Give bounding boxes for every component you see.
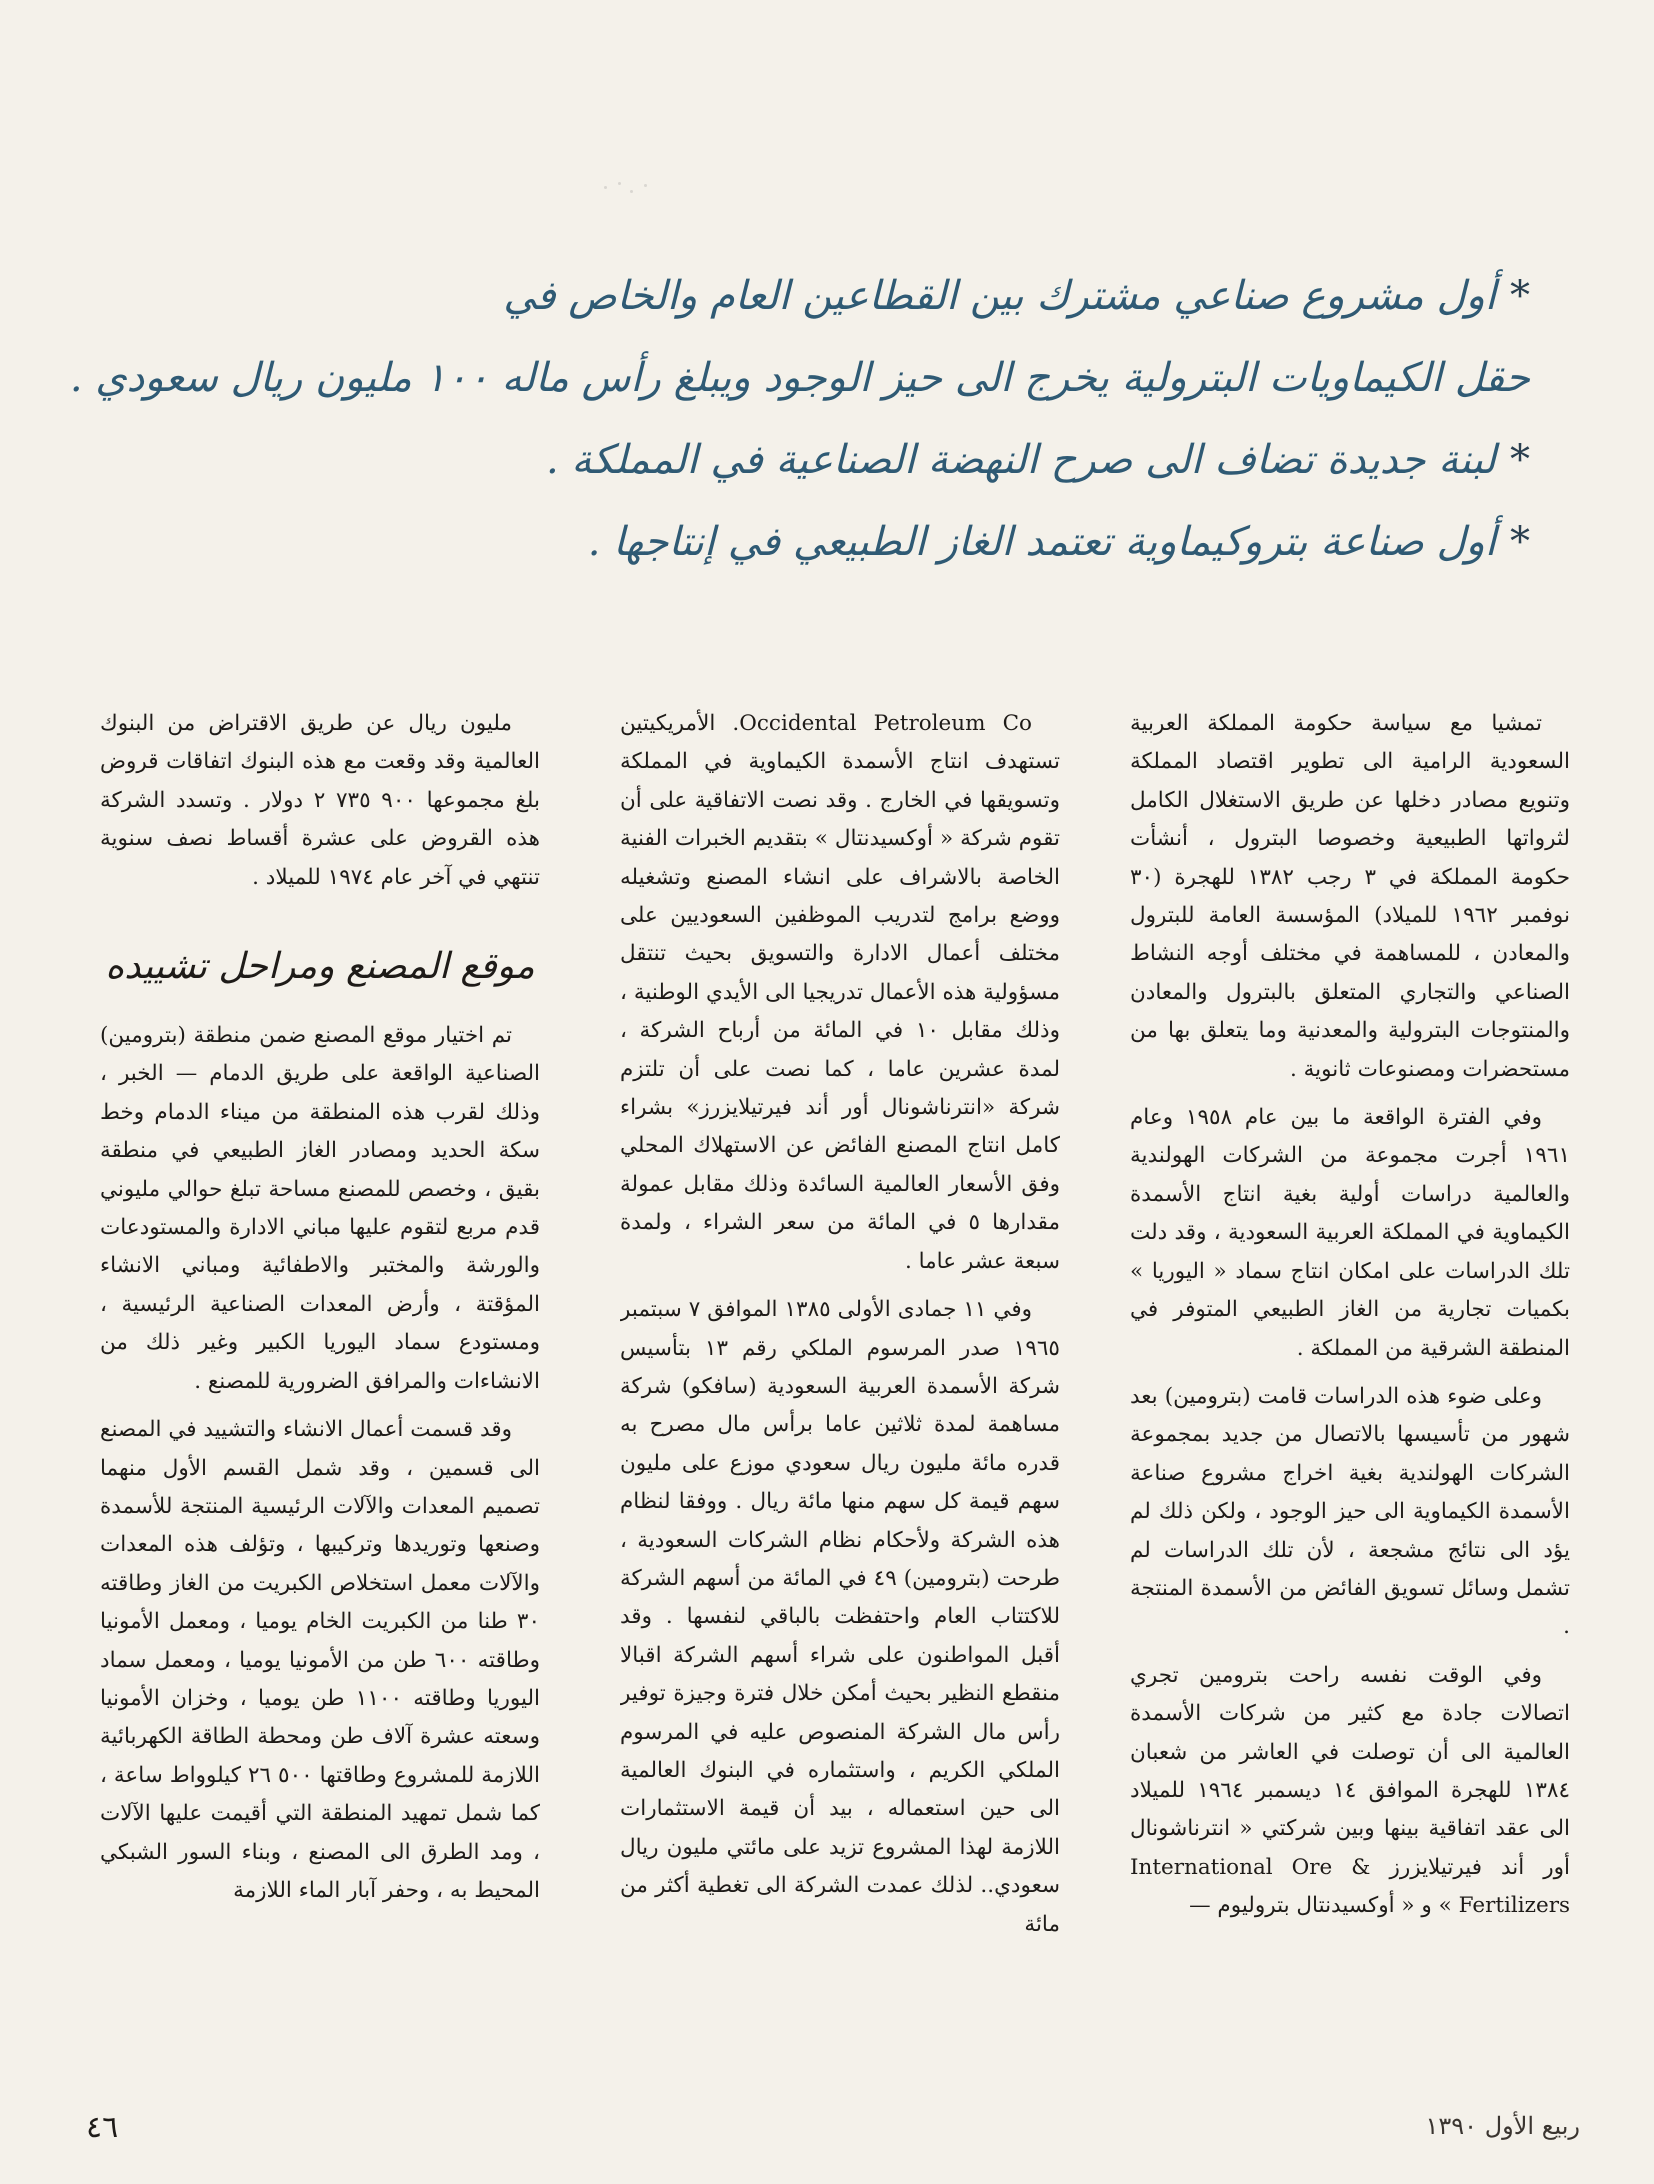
headline-line-4: [140, 501, 1530, 583]
paragraph: تم اختيار موقع المصنع ضمن منطقة (بترومين) الصناعية الواقعة على طريق الدمام — الخبر ، وذلك لقرب هذه المنطقة من ميناء الدمام وخط سكة الحديد ومصادر الغاز الطبيعي في منطقة بقيق ، وخصص للمصنع مساحة تبلغ حوالي مليوني قدم مربع لتقوم عليها مباني الادارة والمستودعات والورشة والمختبر والاطفائية ومباني الانشاء المؤقتة ، وأرض المعدات الصناعية الرئيسية ، ومستودع سماد اليوريا الكبير وغير ذلك من الانشاءات والمرافق الضرورية للمصنع .: [100, 1023, 540, 1394]
column-left: [100, 705, 540, 2025]
headline-block: [69, 255, 1530, 583]
paragraph: مليون ريال عن طريق الاقتراض من البنوك العالمية وقد وقعت مع هذه البنوك اتفاقات قروض بلغ مجموعها ٩٠٠ ٧٣٥ ٢ دولار . وتسدد الشركة هذه القروض على عشرة أقساط نصف سنوية تنتهي في آخر عام ١٩٧٤ للميلاد .: [100, 711, 540, 890]
headline-text-3: لبنة جديدة تضاف الى صرح النهضة الصناعية في المملكة .: [545, 437, 1496, 483]
paragraph: Occidental Petroleum Co. الأمريكيتين تستهدف انتاج الأسمدة الكيماوية في المملكة وتسويقها في الخارج . وقد نصت الاتفاقية على أن تقوم شركة « أوكسيدنتال » بتقديم الخبرات الفنية الخاصة بالاشراف على انشاء المصنع وتشغيله ووضع برامج لتدريب الموظفين السعوديين على مختلف أعمال الادارة والتسويق بحيث تنتقل مسؤولية هذه الأعمال تدريجيا الى الأيدي الوطنية ، وذلك مقابل ١٠ في المائة من أرباح الشركة ، لمدة عشرين عاما ، كما نصت على أن تلتزم شركة «انترناشونال أور أند فيرتيلايزرز» بشراء كامل انتاج المصنع الفائض عن الاستهلاك المحلي وفق الأسعار العالمية السائدة وذلك مقابل عمولة مقدارها ٥ في المائة من سعر الشراء ، ولمدة سبعة عشر عاما .: [620, 711, 1060, 1274]
section-title: موقع المصنع ومراحل تشييده: [105, 946, 535, 988]
paragraph: وفي الوقت نفسه راحت بترومين تجري اتصالات جادة مع كثير من شركات الأسمدة العالمية الى أن توصلت في العاشر من شعبان ١٣٨٤ للهجرة الموافق ١٤ ديسمبر ١٩٦٤ للميلاد الى عقد اتفاقية بينها وبين شركتي « انترناشونال أور أند فيرتيلايزرز International Ore & Fertilizers » و « أوكسيدنتال بتروليوم —: [1130, 1662, 1570, 1919]
paragraph: وفي الفترة الواقعة ما بين عام ١٩٥٨ وعام ١٩٦١ أجرت مجموعة من الشركات الهولندية والعالمية دراسات أولية بغية انتاج الأسمدة الكيماوية في المملكة العربية السعودية ، وقد دلت تلك الدراسات على امكان انتاج سماد « اليوريا » بكميات تجارية من الغاز الطبيعي المتوفر في المنطقة الشرقية من المملكة .: [1130, 1105, 1570, 1361]
paragraph: وعلى ضوء هذه الدراسات قامت (بترومين) بعد شهور من تأسيسها بالاتصال من جديد بمجموعة الشركات الهولندية بغية اخراج مشروع صناعة الأسمدة الكيماوية الى حيز الوجود ، ولكن ذلك لم يؤد الى نتائج مشجعة ، لأن تلك الدراسات لم تشمل وسائل تسويق الفائض من الأسمدة المنتجة .: [1130, 1383, 1570, 1640]
article-columns: [100, 705, 1570, 2025]
bullet-star: *: [1510, 273, 1530, 319]
headline-line-3: [140, 419, 1530, 501]
bullet-star: *: [1510, 437, 1530, 483]
paragraph: وقد قسمت أعمال الانشاء والتشييد في المصنع الى قسمين ، وقد شمل القسم الأول منهما تصميم المعدات والآلات الرئيسية المنتجة للأسمدة وصنعها وتوريدها وتركيبها ، وتؤلف هذه المعدات والآلات معمل استخلاص الكبريت من الغاز وطاقته ٣٠ طنا من الكبريت الخام يوميا ، ومعمل الأمونيا وطاقته ٦٠٠ طن من الأمونيا يوميا ، ومعمل سماد اليوريا وطاقته ١١٠٠ طن يوميا ، وخزان الأمونيا وسعته عشرة آلاف طن ومحطة الطاقة الكهربائية اللازمة للمشروع وطاقتها ٥٠٠ ٢٦ كيلوواط ساعة ، كما شمل تمهيد المنطقة التي أقيمت عليها الآلات ، ومد الطرق الى المصنع ، وبناء السور الشبكي المحيط به ، وحفر آبار الماء اللازمة: [100, 1417, 540, 1903]
headline-text-4: أول صناعة بتروكيماوية تعتمد الغاز الطبيعي في إنتاجها .: [587, 519, 1496, 565]
headline-line-2: [69, 337, 1530, 419]
bullet-star: *: [1510, 519, 1530, 565]
print-specks: [600, 180, 660, 200]
headline-line-1: [140, 255, 1530, 337]
page-number: ٤٦: [86, 2110, 119, 2145]
issue-date: ربيع الأول ١٣٩٠: [1425, 2112, 1580, 2140]
paragraph: تمشيا مع سياسة حكومة المملكة العربية السعودية الرامية الى تطوير اقتصاد المملكة وتنويع مصادر دخلها عن طريق الاستغلال الكامل لثرواتها الطبيعية وخصوصا البترول ، أنشأت حكومة المملكة في ٣ رجب ١٣٨٢ للهجرة (٣٠ نوفمبر ١٩٦٢ للميلاد) المؤسسة العامة للبترول والمعادن ، للمساهمة في مختلف أوجه النشاط الصناعي والتجاري المتعلق بالبترول والمعادن والمنتوجات البترولية والمعدنية وما يتعلق بها من مستحضرات ومصنوعات ثانوية .: [1130, 711, 1570, 1082]
headline-text-1: أول مشروع صناعي مشترك بين القطاعين العام والخاص في: [503, 273, 1496, 319]
column-right: [1130, 705, 1570, 2025]
headline-text-2: حقل الكيماويات البترولية يخرج الى حيز الوجود ويبلغ رأس ماله ١٠٠ مليون ريال سعودي .: [69, 355, 1530, 401]
paragraph: وفي ١١ جمادى الأولى ١٣٨٥ الموافق ٧ سبتمبر ١٩٦٥ صدر المرسوم الملكي رقم ١٣ بتأسيس شركة الأسمدة العربية السعودية (سافكو) شركة مساهمة لمدة ثلاثين عاما برأس مال مصرح به قدره مائة مليون ريال سعودي موزع على مليون سهم قيمة كل سهم منها مائة ريال . ووفقا لنظام هذه الشركة ولأحكام نظام الشركات السعودية ، طرحت (بترومين) ٤٩ في المائة من أسهم الشركة للاكتتاب العام واحتفظت بالباقي لنفسها . وقد أقبل المواطنون على شراء أسهم الشركة اقبالا منقطع النظير بحيث أمكن خلال فترة وجيزة توفير رأس مال الشركة المنصوص عليه في المرسوم الملكي الكريم ، واستثماره في البنوك العالمية الى حين استعماله ، بيد أن قيمة الاستثمارات اللازمة لهذا المشروع تزيد على مائتي مليون ريال سعودي.. لذلك عمدت الشركة الى تغطية أكثر من مائة: [620, 1297, 1060, 1937]
column-middle: [620, 705, 1060, 2025]
